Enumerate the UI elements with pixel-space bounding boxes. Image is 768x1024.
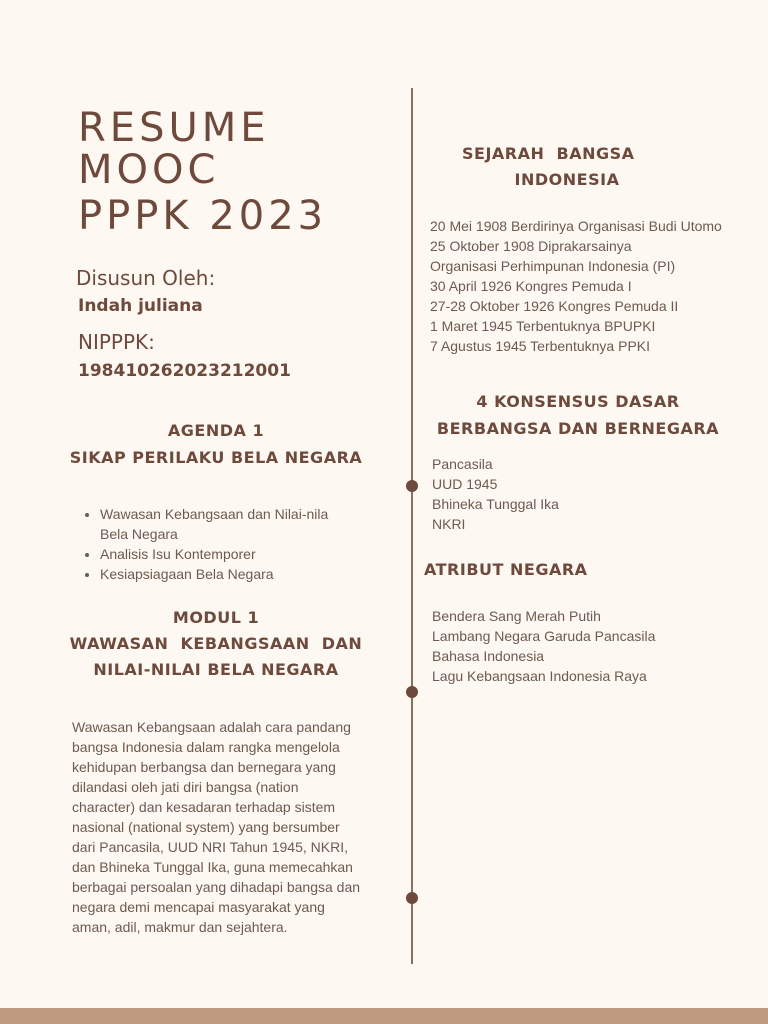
- footer-bar: [0, 1008, 768, 1024]
- atribut-title: ATRIBUT NEGARA: [424, 560, 588, 579]
- agenda-title-line1: AGENDA 1: [167, 421, 265, 440]
- modul-title-line1: MODUL 1: [172, 608, 260, 627]
- list-item: Lagu Kebangsaan Indonesia Raya: [432, 668, 647, 684]
- list-item: Bhineka Tunggal Ika: [432, 496, 559, 512]
- list-item: 20 Mei 1908 Berdirinya Organisasi Budi Utomo: [430, 218, 722, 234]
- list-item: • Wawasan Kebangsaan dan Nilai-nila Bela Negara: [100, 504, 338, 544]
- list-item: Bendera Sang Merah Putih: [432, 608, 601, 624]
- list-item: • Kesiapsiagaan Bela Negara: [100, 564, 338, 584]
- list-item: Bahasa Indonesia: [432, 648, 545, 664]
- list-item: 27-28 Oktober 1926 Kongres Pemuda II: [430, 298, 679, 314]
- konsensus-title-line2: BERBANGSA DAN BERNEGARA: [436, 419, 720, 438]
- modul-title-line2: WAWASAN KEBANGSAAN DAN: [69, 634, 363, 653]
- timeline-dot: [406, 892, 418, 904]
- modul-title-line3: NILAI-NILAI BELA NEGARA: [93, 660, 339, 679]
- modul-paragraph: Wawasan Kebangsaan adalah cara pandang bangsa Indonesia dalam rangka mengelola kehidupan berbangsa dan bernegara yang dilandasi oleh jati diri bangsa (nation character) dan kesadaran terhadap sistem nasional (national system) yang bersumber dari Pancasila, UUD NRI Tahun 1945, NKRI, dan Bhineka Tunggal Ika, guna memecahkan berbagai persoalan yang dihadapi bangsa dan negara demi mencapai masyarakat yang aman, adil, makmur dan sejahtera.: [72, 719, 361, 935]
- timeline-dot: [406, 686, 418, 698]
- list-item: UUD 1945: [432, 476, 498, 492]
- title-mooc: MOOC: [78, 147, 220, 193]
- list-item: 25 Oktober 1908 Diprakarsainya: [430, 238, 632, 254]
- author-name: Indah juliana: [78, 296, 203, 316]
- list-item: NKRI: [432, 516, 466, 532]
- list-item: 7 Agustus 1945 Terbentuknya PPKI: [430, 338, 651, 354]
- agenda-title-line2: SIKAP PERILAKU BELA NEGARA: [69, 448, 363, 467]
- konsensus-title: [428, 388, 728, 442]
- sejarah-title: [450, 141, 684, 193]
- nip-value: 198410262023212001: [78, 361, 291, 381]
- author-label: Disusun Oleh:: [76, 266, 216, 290]
- nip-label: NIPPPK:: [78, 330, 155, 354]
- konsensus-title-line1: 4 KONSENSUS DASAR: [476, 392, 680, 411]
- sejarah-list: [430, 216, 760, 356]
- timeline-divider: [411, 88, 413, 964]
- list-item: 1 Maret 1945 Terbentuknya BPUPKI: [430, 318, 656, 334]
- agenda-list: [78, 504, 338, 584]
- list-item: Organisasi Perhimpunan Indonesia (PI): [430, 258, 676, 274]
- list-item: Lambang Negara Garuda Pancasila: [432, 628, 656, 644]
- timeline-dot: [406, 480, 418, 492]
- modul-title: [60, 605, 372, 683]
- atribut-list: [432, 606, 732, 686]
- list-item: 30 April 1926 Kongres Pemuda I: [430, 278, 632, 294]
- list-item: Pancasila: [432, 456, 493, 472]
- title-pppk: PPPK 2023: [78, 193, 328, 239]
- sejarah-title-line2: INDONESIA: [514, 170, 620, 189]
- agenda-title: [60, 421, 372, 467]
- list-item: • Analisis Isu Kontemporer: [100, 544, 338, 564]
- title-resume: RESUME: [78, 105, 270, 151]
- konsensus-list: [432, 454, 732, 534]
- sejarah-title-line1: SEJARAH BANGSA: [462, 144, 635, 163]
